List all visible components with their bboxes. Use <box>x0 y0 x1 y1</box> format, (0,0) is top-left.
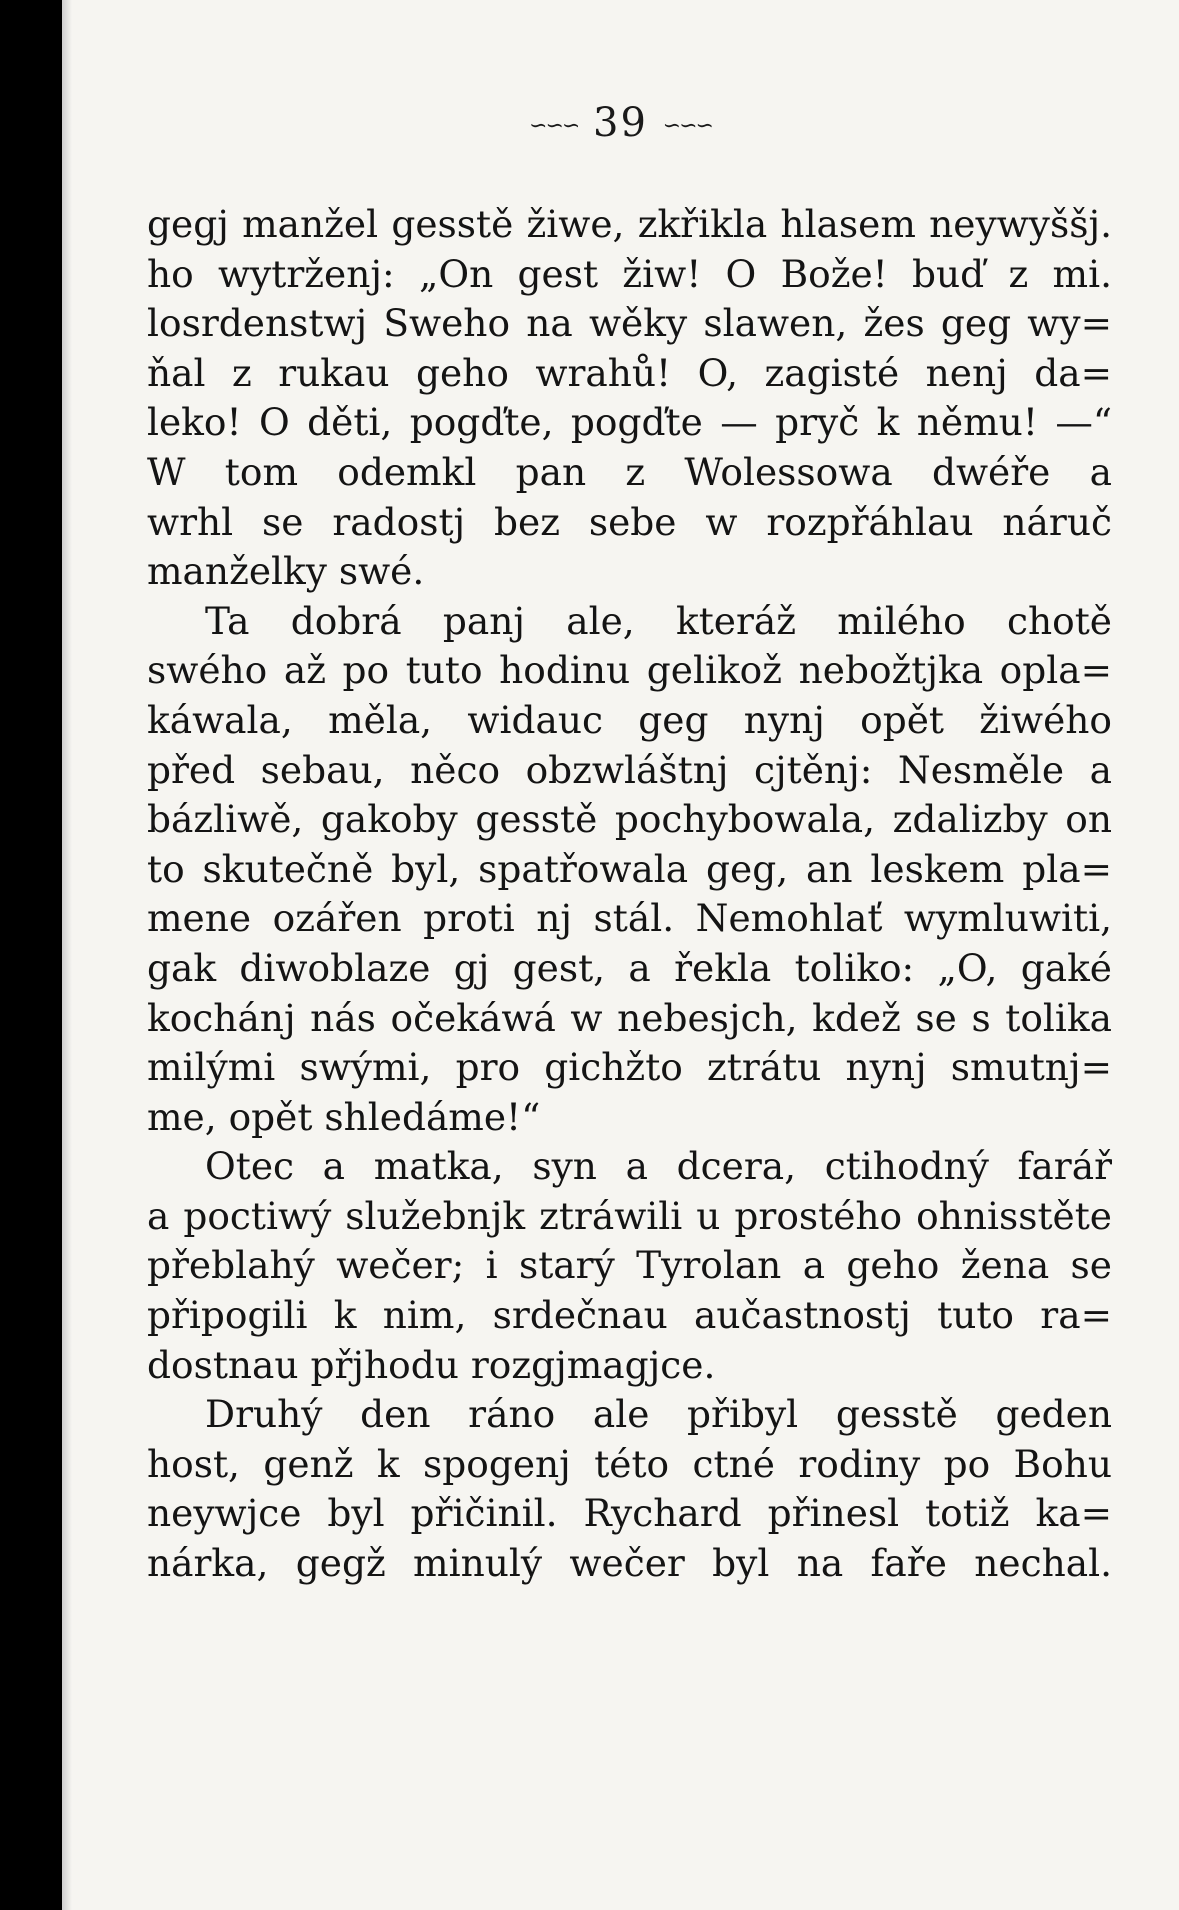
page-number: 39 <box>593 100 648 146</box>
text-line: Ta dobrá panj ale, kteráž milého chotě <box>205 598 1112 643</box>
text-line: ho wytrženj: „On gest žiw! O Bože! buď z mi. <box>147 251 1112 296</box>
text-line: gegj manžel gesstě žiwe, zkřikla hlasem neywyššj. <box>147 202 1112 246</box>
text-line: a poctiwý služebnjk ztráwili u prostého ohnisstěte <box>147 1193 1112 1238</box>
text-line: losrdenstwj Sweho na wěky slawen, žes geg wy= <box>147 301 1112 346</box>
text-line: připogili k nim, srdečnau aučastnostj tuto ra= <box>147 1293 1112 1338</box>
text-line: kochánj nás očekáwá w nebesjch, kdež se s tolika <box>147 995 1112 1040</box>
text-line: neywjce byl přičinil. Rychard přinesl totiž ka= <box>147 1491 1112 1536</box>
text-line: swého až po tuto hodinu gelikož nebožtjka opla= <box>147 648 1112 693</box>
text-line: wrhl se radostj bez sebe w rozpřáhlau náruč <box>147 499 1112 544</box>
page-header <box>62 100 1179 146</box>
body-text <box>147 200 1112 1589</box>
text-line: host, genž k spogenj této ctné rodiny po Bohu <box>147 1441 1112 1486</box>
book-page <box>62 0 1179 1910</box>
text-line: gak diwoblaze gj gest, a řekla toliko: „O, gaké <box>147 945 1112 990</box>
text-line: mene ozářen proti nj stál. Nemohlať wymluwiti, <box>147 896 1112 941</box>
page-edge-shadow <box>62 0 72 1910</box>
text-line: manželky swé. <box>147 549 425 594</box>
text-line: Otec a matka, syn a dcera, ctihodný farář <box>205 1144 1112 1189</box>
text-line: Druhý den ráno ale přibyl gesstě geden <box>205 1392 1112 1437</box>
text-line: přeblahý wečer; i starý Tyrolan a geho žena se <box>147 1243 1112 1288</box>
text-line: nárka, gegž minulý wečer byl na faře nechal. <box>147 1541 1112 1586</box>
text-line: ňal z rukau geho wrahů! O, zagisté nenj da= <box>147 350 1112 395</box>
text-line: to skutečně byl, spatřowala geg, an leskem pla= <box>147 846 1112 891</box>
ornament-right: ∽∽∽ <box>662 113 712 139</box>
text-line: káwala, měla, widauc geg nynj opět žiwého <box>147 697 1112 742</box>
text-line: milými swými, pro gichžto ztrátu nynj smutnj= <box>147 1045 1112 1090</box>
text-line: dostnau přjhodu rozgjmagjce. <box>147 1342 716 1387</box>
text-line: bázliwě, gakoby gesstě pochybowala, zdalizby on <box>147 797 1112 842</box>
text-line: W tom odemkl pan z Wolessowa dwéře a <box>147 449 1112 494</box>
text-line: před sebau, něco obzwláštnj cjtěnj: Nesměle a <box>147 747 1112 792</box>
text-line: leko! O děti, pogďte, pogďte — pryč k němu! —“ <box>147 400 1112 445</box>
ornament-left: ∽∽∽ <box>529 113 579 139</box>
text-line: me, opět shledáme!“ <box>147 1094 541 1139</box>
